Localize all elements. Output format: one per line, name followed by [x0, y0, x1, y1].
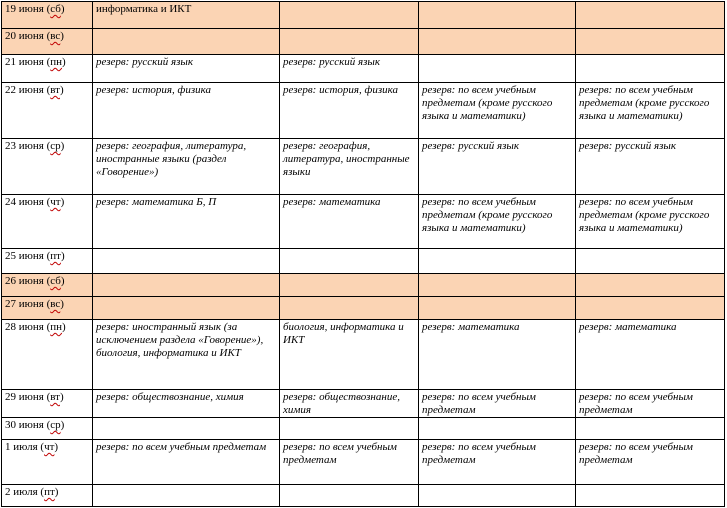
schedule-cell [576, 485, 725, 507]
schedule-cell [576, 274, 725, 297]
schedule-cell: резерв: русский язык [93, 55, 280, 83]
schedule-cell [93, 29, 280, 55]
schedule-cell [93, 274, 280, 297]
schedule-cell: резерв: история, физика [93, 83, 280, 139]
schedule-cell: резерв: математика [419, 320, 576, 390]
schedule-cell [280, 485, 419, 507]
date-cell: 19 июня (сб) [2, 2, 93, 29]
schedule-cell [576, 29, 725, 55]
schedule-cell: резерв: по всем учебным предметам [419, 440, 576, 485]
schedule-cell: резерв: математика [576, 320, 725, 390]
schedule-cell [419, 297, 576, 320]
schedule-cell: информатика и ИКТ [93, 2, 280, 29]
schedule-cell [419, 274, 576, 297]
schedule-cell [419, 55, 576, 83]
date-cell: 2 июля (пт) [2, 485, 93, 507]
schedule-cell [419, 29, 576, 55]
table-row [2, 55, 725, 83]
schedule-cell: резерв: иностранный язык (за исключением раздела «Говорение»), биология, информатика и ИКТ [93, 320, 280, 390]
date-cell: 30 июня (ср) [2, 418, 93, 440]
schedule-cell: резерв: по всем учебным предметам (кроме русского языка и математики) [576, 83, 725, 139]
table-row [2, 390, 725, 418]
schedule-cell: резерв: обществознание, химия [280, 390, 419, 418]
date-cell: 27 июня (вс) [2, 297, 93, 320]
schedule-cell: резерв: по всем учебным предметам [93, 440, 280, 485]
table-row [2, 195, 725, 249]
date-cell: 20 июня (вс) [2, 29, 93, 55]
table-row [2, 320, 725, 390]
table-row [2, 274, 725, 297]
schedule-cell [576, 418, 725, 440]
schedule-cell: резерв: по всем учебным предметам [280, 440, 419, 485]
schedule-cell: резерв: по всем учебным предметам [576, 390, 725, 418]
schedule-cell: резерв: по всем учебным предметам [419, 390, 576, 418]
schedule-cell: резерв: история, физика [280, 83, 419, 139]
exam-schedule-table [1, 1, 725, 507]
schedule-cell [280, 297, 419, 320]
date-cell: 24 июня (чт) [2, 195, 93, 249]
date-cell: 29 июня (вт) [2, 390, 93, 418]
schedule-cell [280, 418, 419, 440]
table-row [2, 249, 725, 274]
schedule-cell [576, 2, 725, 29]
schedule-cell [93, 297, 280, 320]
schedule-cell [93, 418, 280, 440]
schedule-cell: резерв: русский язык [419, 139, 576, 195]
schedule-cell: резерв: русский язык [576, 139, 725, 195]
schedule-cell [419, 485, 576, 507]
schedule-cell: резерв: математика [280, 195, 419, 249]
date-cell: 23 июня (ср) [2, 139, 93, 195]
schedule-cell [419, 418, 576, 440]
schedule-cell: резерв: русский язык [280, 55, 419, 83]
schedule-cell [93, 485, 280, 507]
schedule-cell: резерв: по всем учебным предметам [576, 440, 725, 485]
schedule-cell [280, 274, 419, 297]
table-row [2, 485, 725, 507]
table-row [2, 83, 725, 139]
schedule-cell [419, 249, 576, 274]
schedule-cell: резерв: обществознание, химия [93, 390, 280, 418]
schedule-cell [280, 249, 419, 274]
table-row [2, 418, 725, 440]
date-cell: 25 июня (пт) [2, 249, 93, 274]
date-cell: 1 июля (чт) [2, 440, 93, 485]
schedule-cell [576, 249, 725, 274]
schedule-cell: резерв: география, литература, иностранные языки (раздел «Говорение») [93, 139, 280, 195]
date-cell: 21 июня (пн) [2, 55, 93, 83]
schedule-cell [280, 29, 419, 55]
schedule-cell [93, 249, 280, 274]
schedule-cell: резерв: география, литература, иностранные языки [280, 139, 419, 195]
table-row [2, 2, 725, 29]
table-row [2, 29, 725, 55]
table-row [2, 139, 725, 195]
date-cell: 22 июня (вт) [2, 83, 93, 139]
table-row [2, 440, 725, 485]
schedule-cell [419, 2, 576, 29]
schedule-cell [576, 55, 725, 83]
schedule-cell: резерв: по всем учебным предметам (кроме русского языка и математики) [419, 83, 576, 139]
table-row [2, 297, 725, 320]
schedule-cell: резерв: по всем учебным предметам (кроме русского языка и математики) [419, 195, 576, 249]
schedule-cell: резерв: по всем учебным предметам (кроме русского языка и математики) [576, 195, 725, 249]
schedule-cell: резерв: математика Б, П [93, 195, 280, 249]
date-cell: 26 июня (сб) [2, 274, 93, 297]
schedule-cell [576, 297, 725, 320]
schedule-cell [280, 2, 419, 29]
date-cell: 28 июня (пн) [2, 320, 93, 390]
schedule-cell: биология, информатика и ИКТ [280, 320, 419, 390]
